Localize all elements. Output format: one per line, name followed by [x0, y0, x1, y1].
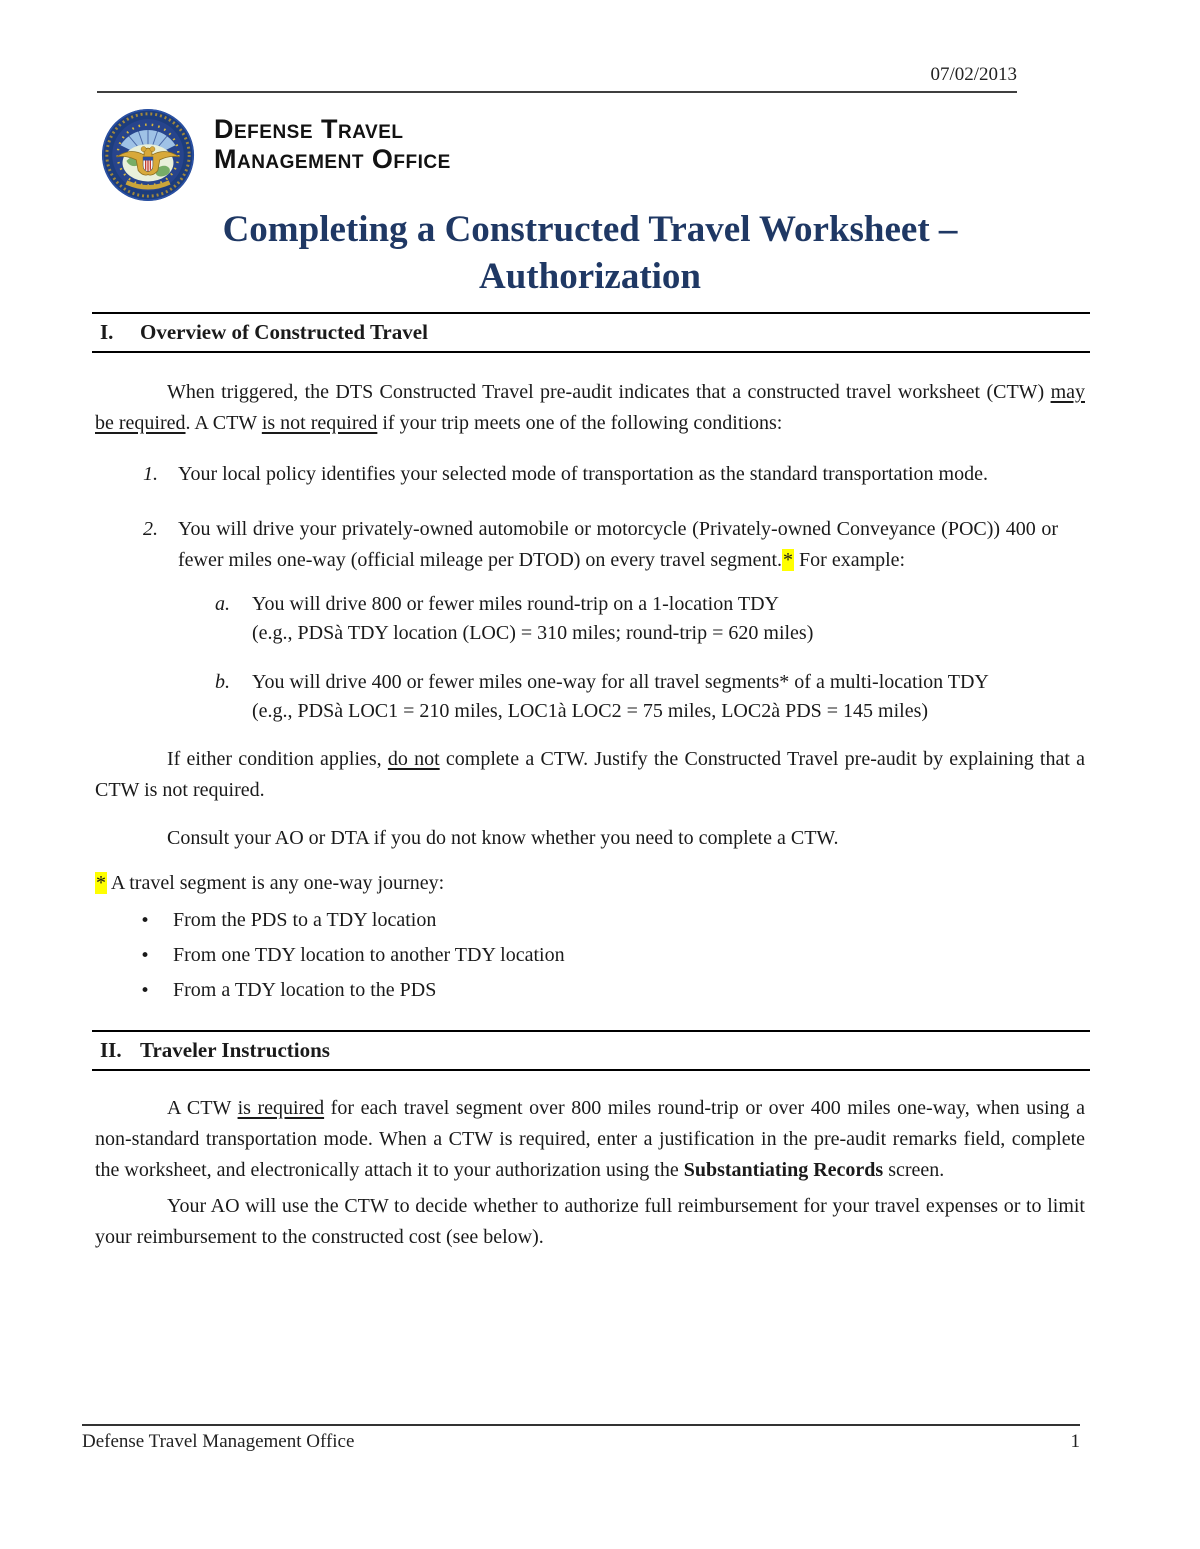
numbered-item-2	[95, 514, 1085, 576]
dtmo-seal-logo	[98, 106, 198, 204]
paragraph-travel-segment-note	[95, 868, 1085, 899]
text-line: (e.g., PDSà LOC1 = 210 miles, LOC1à LOC2 = 75 miles, LOC2à PDS = 145 miles)	[252, 700, 929, 722]
bullet-item	[95, 973, 1085, 1008]
lettered-item-b	[95, 668, 1085, 726]
highlighted-asterisk: *	[96, 872, 106, 894]
text-run: for each travel segment over 800 miles round-trip or over 400 miles one-way, when using a non-standard transportation mode. When a CTW is required, enter a justification in the pre-audit remarks field, complete the worksheet, and electronically attach it to your authorization using the	[95, 1097, 1085, 1181]
text-line: You will drive 400 or fewer miles one-way for all travel segments* of a multi-location TDY	[252, 671, 989, 693]
underlined-run: is required	[237, 1097, 325, 1119]
numbered-item-1	[95, 459, 1085, 490]
section-1-heading	[92, 312, 1090, 353]
org-name	[214, 106, 451, 174]
bullet-text: From the PDS to a TDY location	[173, 909, 437, 931]
section-1-number: I.	[100, 320, 114, 344]
paragraph-either-condition	[95, 744, 1085, 806]
text-run: When triggered, the DTS Constructed Travel pre-audit indicates that a constructed travel worksheet (CTW)	[167, 381, 1051, 403]
item-number: 1.	[143, 463, 158, 485]
text-run: For example:	[794, 549, 906, 571]
paragraph-ctw-required	[95, 1093, 1085, 1186]
section-2-title: Traveler Instructions	[140, 1038, 330, 1062]
document-title-line1: Completing a Constructed Travel Worksheet –	[222, 209, 958, 250]
document-title	[95, 206, 1085, 300]
text-run: complete a CTW. Justify the Constructed Travel pre-audit by explaining that a CTW is not required.	[95, 748, 1085, 801]
item-letter: a.	[215, 593, 230, 615]
bullet-marker	[140, 903, 173, 938]
page-number: 1	[1070, 1431, 1080, 1452]
text-run: screen.	[883, 1159, 945, 1181]
section-1-title: Overview of Constructed Travel	[140, 320, 428, 344]
text-run: A travel segment is any one-way journey:	[107, 872, 445, 894]
underlined-run: do not	[387, 748, 440, 770]
text-run: If either condition applies,	[167, 748, 388, 770]
bullet-text: From one TDY location to another TDY location	[173, 944, 565, 966]
item-text: Your local policy identifies your selected mode of transportation as the standard transportation mode.	[178, 463, 988, 485]
lettered-item-a	[95, 590, 1085, 648]
section-2-number: II.	[100, 1038, 122, 1062]
text-run: if your trip meets one of the following conditions:	[377, 412, 783, 434]
text-line: You will drive 800 or fewer miles round-trip on a 1-location TDY	[252, 593, 779, 615]
item-text	[252, 668, 989, 726]
text-run: A CTW	[167, 1097, 238, 1119]
brand-header	[98, 106, 1085, 204]
text-run: . A CTW	[185, 412, 262, 434]
paragraph-ctw-intro	[95, 377, 1085, 439]
section-2-heading	[92, 1030, 1090, 1071]
org-name-line2: Management Office	[214, 144, 451, 174]
text-run: You will drive your privately-owned automobile or motorcycle (Privately-owned Conveyance (POC)) 400 or fewer miles one-way (official mileage per DTOD) on every travel segment.	[178, 518, 1058, 571]
paragraph-consult-ao: Consult your AO or DTA if you do not know whether you need to complete a CTW.	[167, 827, 839, 849]
bullet-marker	[140, 973, 173, 1008]
footer-org: Defense Travel Management Office	[82, 1431, 355, 1452]
bullet-marker	[140, 938, 173, 973]
bullet-item	[95, 938, 1085, 973]
text-line: (e.g., PDSà TDY location (LOC) = 310 miles; round-trip = 620 miles)	[252, 622, 814, 644]
bullet-text: From a TDY location to the PDS	[173, 979, 437, 1001]
bullet-list	[95, 903, 1085, 1008]
document-date: 07/02/2013	[930, 64, 1017, 85]
item-number: 2.	[143, 518, 158, 540]
org-name-line1: Defense Travel	[214, 114, 404, 144]
item-text	[178, 514, 1058, 576]
bold-run: Substantiating Records	[683, 1159, 884, 1181]
paragraph-ao-decision: Your AO will use the CTW to decide whether to authorize full reimbursement for your travel expenses or to limit your reimbursement to the constructed cost (see below).	[95, 1195, 1085, 1248]
document-title-line2: Authorization	[479, 256, 701, 297]
underlined-run: is not required	[261, 412, 378, 434]
underlined-run: may be required	[95, 381, 1085, 434]
item-letter: b.	[215, 671, 230, 693]
header-rule	[97, 91, 1017, 93]
highlighted-asterisk: *	[783, 549, 794, 571]
page-footer	[82, 1424, 1080, 1453]
bullet-item	[95, 903, 1085, 938]
item-text	[252, 590, 813, 648]
